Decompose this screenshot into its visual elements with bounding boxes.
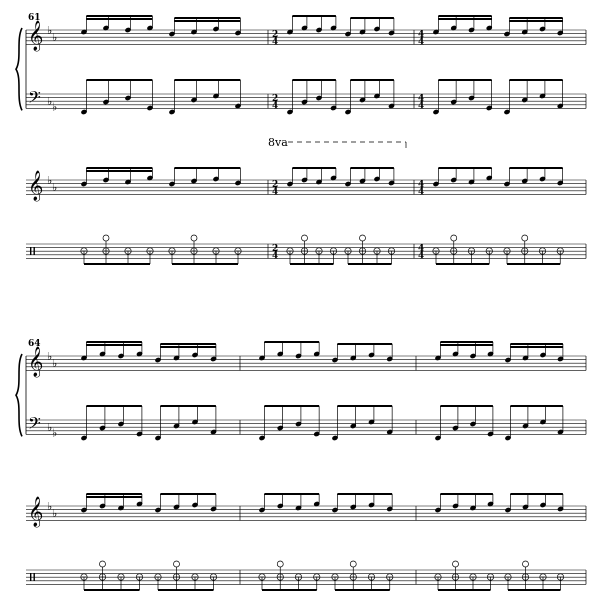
time-signature-top: 4 xyxy=(418,94,425,104)
time-signature-bottom: 4 xyxy=(418,187,425,198)
measure-number: 61 xyxy=(28,13,41,23)
time-signature-top: 4 xyxy=(418,180,425,190)
time-signature-bottom: 4 xyxy=(272,187,279,198)
flat-icon: ♭ xyxy=(47,500,53,513)
time-signature-top: 2 xyxy=(272,180,279,190)
flat-icon: ♭ xyxy=(52,507,58,521)
flat-icon: ♭ xyxy=(47,95,53,109)
flat-icon: ♭ xyxy=(52,426,58,440)
time-signature-bottom: 4 xyxy=(272,37,279,48)
time-signature-bottom: 4 xyxy=(418,101,425,112)
flat-icon: ♭ xyxy=(52,181,58,195)
flat-icon: ♭ xyxy=(47,350,53,363)
flat-icon: ♭ xyxy=(52,357,58,371)
percussion-clef-icon xyxy=(34,573,35,581)
percussion-clef-icon xyxy=(34,247,35,255)
time-signature-bottom: 4 xyxy=(418,37,425,48)
flat-icon: ♭ xyxy=(47,174,53,187)
bass-clef-icon: 𝄢 xyxy=(28,413,41,437)
time-signature-top: 2 xyxy=(272,94,279,104)
treble-clef-icon: 𝄞 xyxy=(28,21,44,51)
time-signature-bottom: 4 xyxy=(418,251,425,262)
time-signature-top: 4 xyxy=(418,30,425,40)
time-signature-bottom: 4 xyxy=(272,101,279,112)
time-signature-top: 2 xyxy=(272,244,279,254)
ottava-label: 8va xyxy=(268,136,288,149)
treble-clef-icon: 𝄞 xyxy=(28,347,44,377)
bass-clef-icon: 𝄢 xyxy=(28,87,41,111)
flat-icon: ♭ xyxy=(47,24,53,37)
treble-clef-icon: 𝄞 xyxy=(28,497,44,527)
treble-clef-icon: 𝄞 xyxy=(28,171,44,201)
percussion-clef-icon xyxy=(30,573,31,581)
flat-icon: ♭ xyxy=(52,31,58,45)
time-signature-top: 2 xyxy=(272,30,279,40)
flat-icon: ♭ xyxy=(47,421,53,435)
time-signature-top: 4 xyxy=(418,244,425,254)
percussion-clef-icon xyxy=(30,247,31,255)
measure-number: 64 xyxy=(28,339,41,349)
flat-icon: ♭ xyxy=(52,100,58,114)
time-signature-bottom: 4 xyxy=(272,251,279,262)
